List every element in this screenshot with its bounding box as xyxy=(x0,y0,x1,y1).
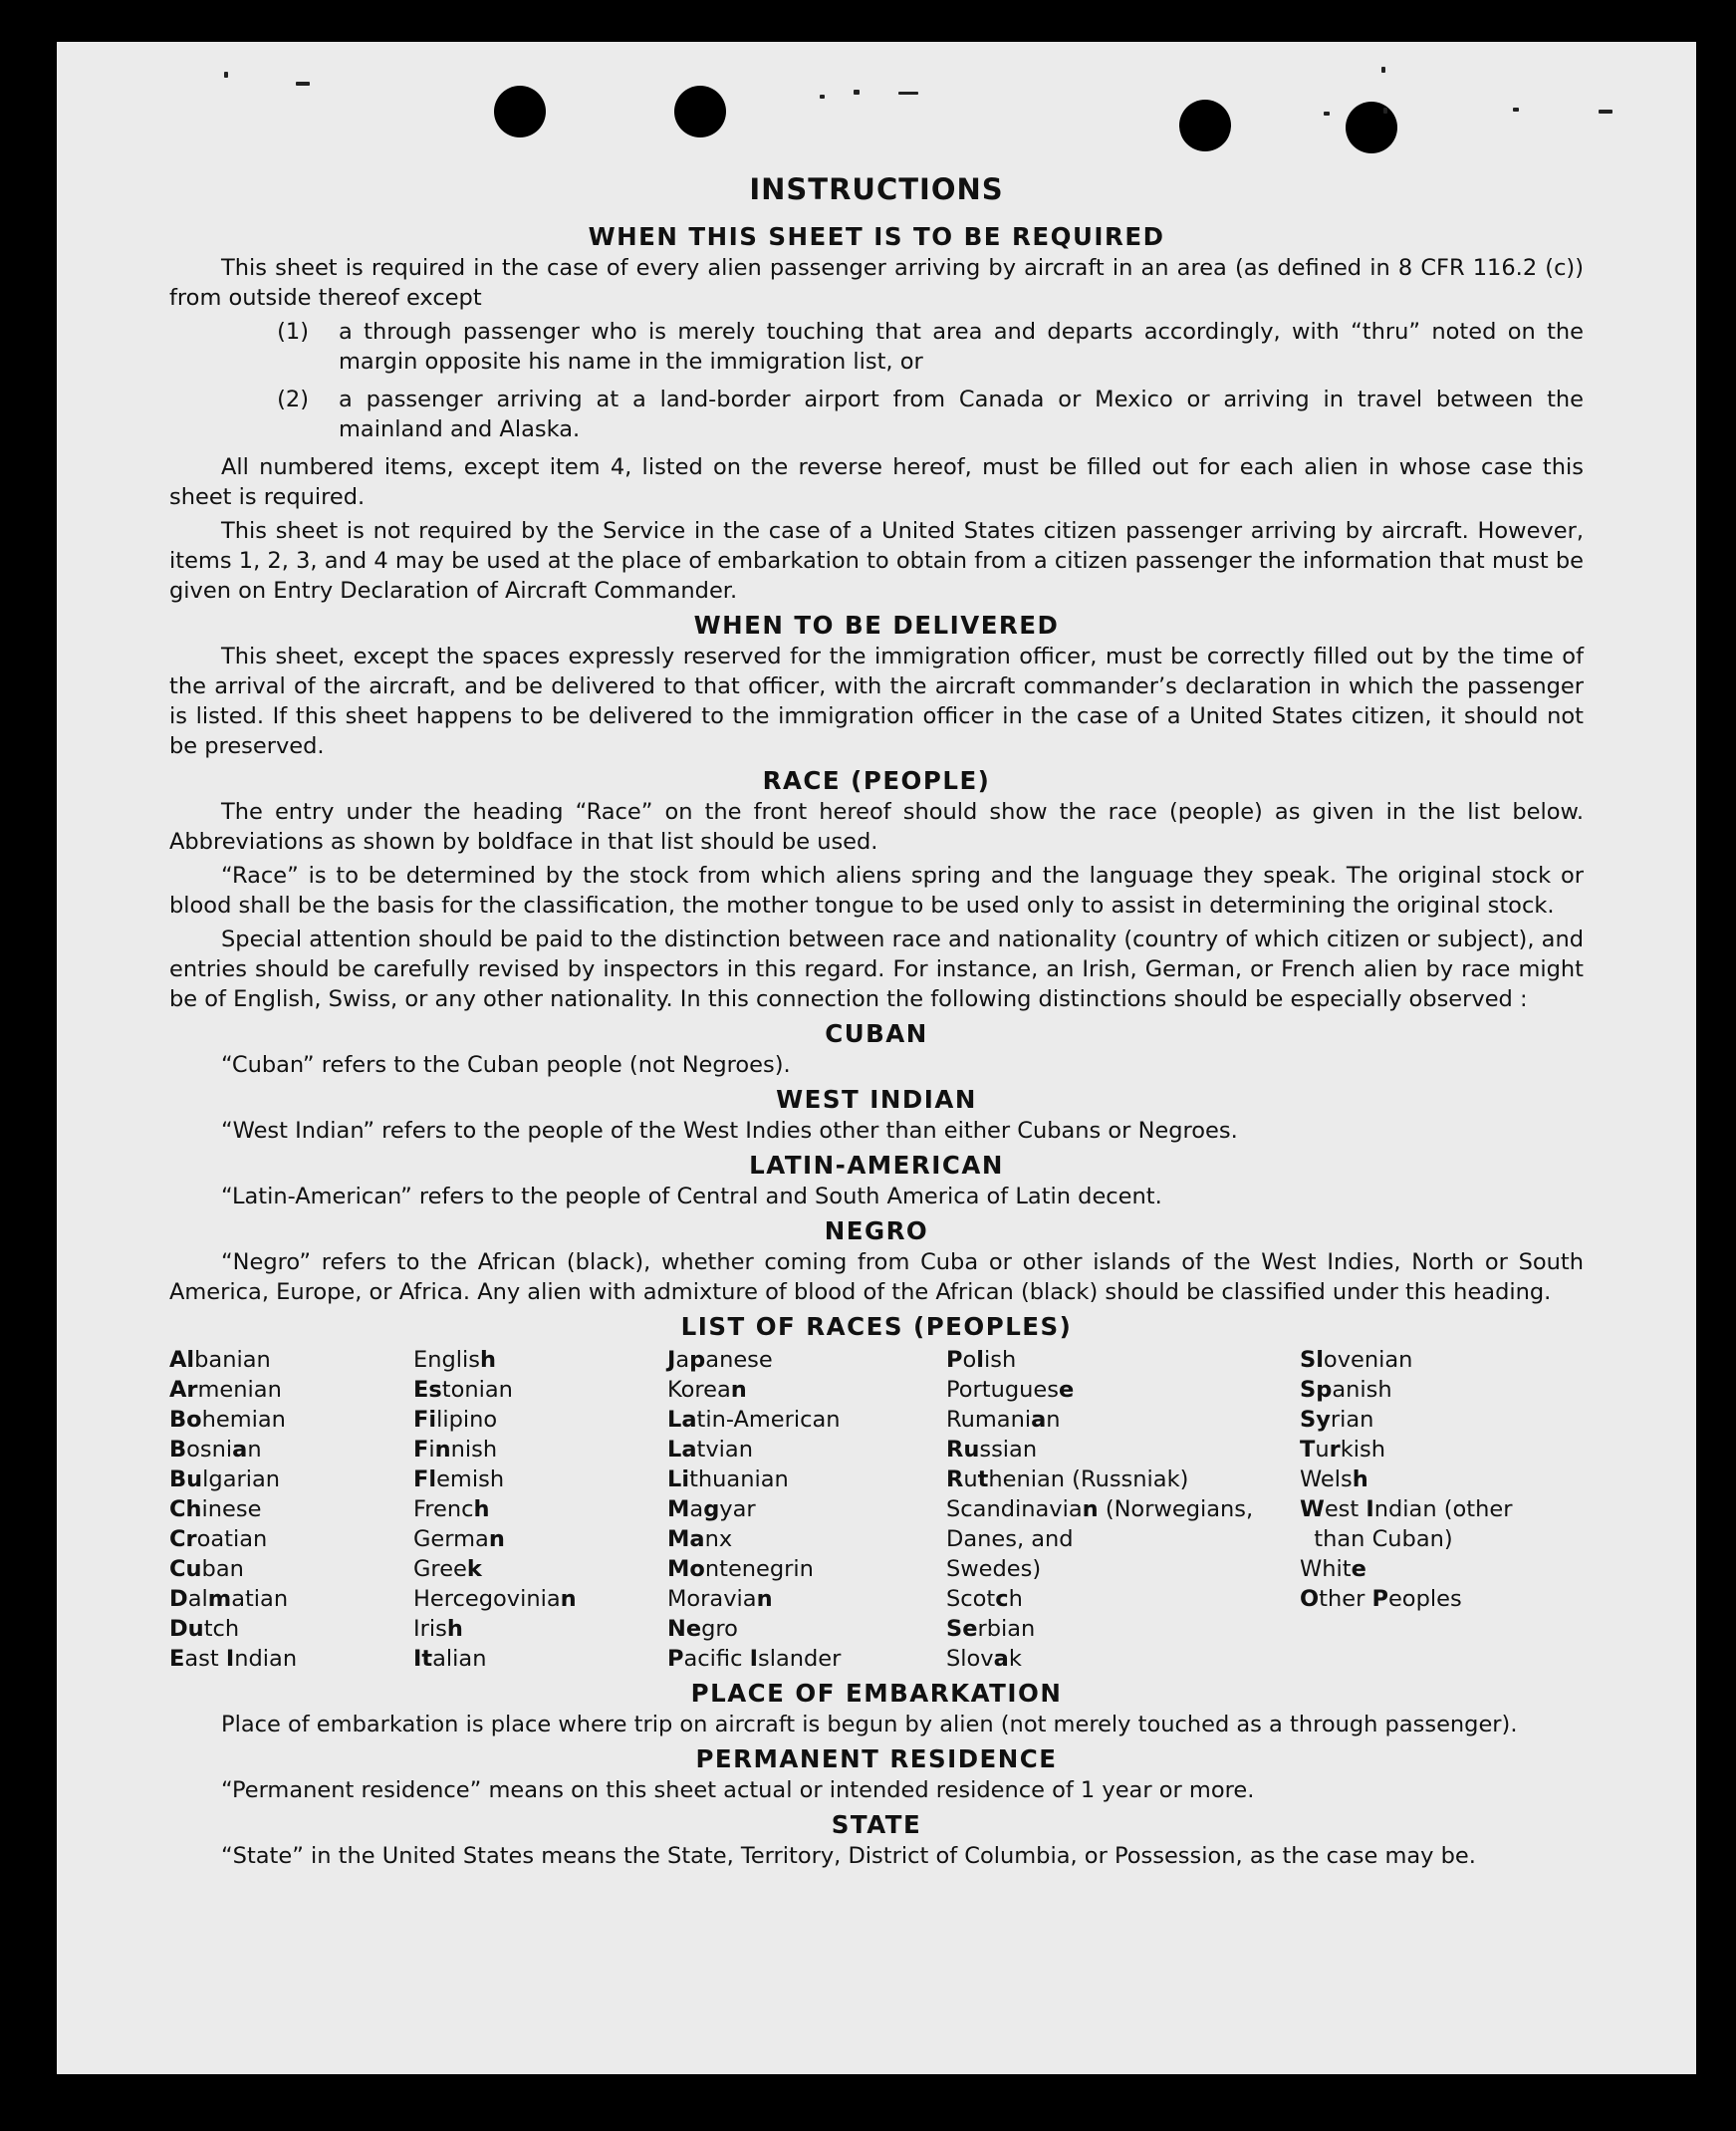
race-item: Turkish xyxy=(1300,1437,1385,1463)
heading-state: STATE xyxy=(831,1810,922,1839)
item-text: a through passenger who is merely touching that area and departs accordingly, with “thru” noted on the margin opposite his name in the immigration list, or xyxy=(339,319,1584,375)
section-race xyxy=(169,765,1584,1014)
when-required-para-3: This sheet is not required by the Service in the case of a United States citizen passenger arriving by aircraft. However, items 1, 2, 3, and 4 may be used at the place of embarkation to obtain from a citizen passenger the information that must be given on Entry Declaration of Aircraft Commander. xyxy=(169,518,1584,604)
race-item: Bosnian xyxy=(169,1437,262,1463)
state-text: “State” in the United States means the State, Territory, District of Columbia, or Possession, as the case may be. xyxy=(221,1843,1476,1869)
race-item: Ruthenian (Russniak) xyxy=(946,1466,1189,1492)
document-page xyxy=(57,42,1696,2074)
speck xyxy=(1383,108,1387,114)
race-item: Armenian xyxy=(169,1377,282,1403)
race-item: Welsh xyxy=(1300,1466,1368,1492)
section-list-of-races xyxy=(169,1311,1584,1674)
heading-when-required: WHEN THIS SHEET IS TO BE REQUIRED xyxy=(588,222,1165,251)
section-when-required xyxy=(169,221,1584,606)
section-embarkation xyxy=(169,1678,1584,1739)
race-item: Albanian xyxy=(169,1347,271,1373)
race-item: Swedes) xyxy=(946,1556,1042,1582)
race-para-3: Special attention should be paid to the distinction between race and nationality (country of which citizen or subject), and entries should be carefully revised by inspectors in this regard. For instance, an Irish, German, or French alien by race might be of English, Swiss, or any other nationality. In this connection the following distinctions should be especially observed : xyxy=(169,927,1584,1012)
speck xyxy=(1599,110,1612,114)
race-item: Russian xyxy=(946,1437,1038,1463)
when-required-intro: This sheet is required in the case of every alien passenger arriving by aircraft in an area (as defined in 8 CFR 116.2 (c)) from outside thereof except xyxy=(169,255,1584,311)
race-item: Other Peoples xyxy=(1300,1586,1462,1612)
punch-hole xyxy=(494,86,546,137)
heading-list-of-races: LIST OF RACES (PEOPLES) xyxy=(680,1312,1073,1341)
race-item: Rumanian xyxy=(946,1407,1061,1433)
page-title: INSTRUCTIONS xyxy=(749,172,1004,206)
heading-cuban: CUBAN xyxy=(825,1019,928,1048)
speck xyxy=(1513,108,1519,112)
race-item: Bulgarian xyxy=(169,1466,281,1492)
race-item: Magyar xyxy=(667,1496,756,1522)
race-item: Danes, and xyxy=(946,1526,1074,1552)
west-indian-text: “West Indian” refers to the people of the West Indies other than either Cubans or Negroes. xyxy=(221,1118,1238,1144)
race-item: Korean xyxy=(667,1377,747,1403)
race-item: Slovak xyxy=(946,1646,1022,1672)
race-item: Serbian xyxy=(946,1616,1036,1642)
race-item: Scotch xyxy=(946,1586,1023,1612)
race-item: Japanese xyxy=(667,1347,773,1373)
section-negro xyxy=(169,1215,1584,1307)
race-item: Irish xyxy=(413,1616,463,1642)
race-item: White xyxy=(1300,1556,1366,1582)
race-item: Italian xyxy=(413,1646,487,1672)
race-item: Cuban xyxy=(169,1556,244,1582)
race-item: Syrian xyxy=(1300,1407,1374,1433)
race-item: Montenegrin xyxy=(667,1556,814,1582)
race-item: Hercegovinian xyxy=(413,1586,577,1612)
race-item: German xyxy=(413,1526,505,1552)
section-latin-american xyxy=(169,1150,1584,1211)
latin-american-text: “Latin-American” refers to the people of Central and South America of Latin decent. xyxy=(221,1184,1162,1209)
race-item: English xyxy=(413,1347,497,1373)
section-residence xyxy=(169,1743,1584,1805)
item-number: (1) xyxy=(277,319,309,345)
race-item: Filipino xyxy=(413,1407,498,1433)
heading-residence: PERMANENT RESIDENCE xyxy=(695,1744,1058,1773)
races-column xyxy=(946,1345,1300,1674)
race-item: Chinese xyxy=(169,1496,262,1522)
numbered-item xyxy=(169,317,1584,377)
race-item: Latvian xyxy=(667,1437,753,1463)
race-para-1: The entry under the heading “Race” on the front hereof should show the race (people) as given in the list below. Abbreviations as shown by boldface in that list should be used. xyxy=(169,799,1584,855)
cuban-text: “Cuban” refers to the Cuban people (not Negroes). xyxy=(221,1052,791,1078)
race-item: Finnish xyxy=(413,1437,498,1463)
heading-embarkation: PLACE OF EMBARKATION xyxy=(690,1679,1063,1708)
race-item: French xyxy=(413,1496,490,1522)
race-item: West Indian (other xyxy=(1300,1496,1513,1522)
heading-latin-american: LATIN-AMERICAN xyxy=(749,1151,1004,1180)
negro-text: “Negro” refers to the African (black), whether coming from Cuba or other islands of the West Indies, North or South America, Europe, or Africa. Any alien with admixture of blood of the African (black) should be classified under this heading. xyxy=(169,1249,1584,1305)
speck xyxy=(1381,67,1385,73)
races-column xyxy=(1300,1345,1569,1674)
race-item: East Indian xyxy=(169,1646,298,1672)
when-delivered-text: This sheet, except the spaces expressly reserved for the immigration officer, must be correctly filled out by the time of the arrival of the aircraft, and be delivered to that officer, with the aircraft commander’s declaration in which the passenger is listed. If this sheet happens to be delivered to the immigration officer in the case of a United States citizen, it should not be preserved. xyxy=(169,644,1584,759)
race-item: Manx xyxy=(667,1526,733,1552)
race-item: Greek xyxy=(413,1556,482,1582)
race-item: Bohemian xyxy=(169,1407,286,1433)
race-item: Dalmatian xyxy=(169,1586,289,1612)
speck xyxy=(898,92,918,95)
races-column xyxy=(413,1345,667,1674)
race-para-2: “Race” is to be determined by the stock from which aliens spring and the language they speak. The original stock or blood shall be the basis for the classification, the mother tongue to be used only to assist in determining the original stock. xyxy=(169,863,1584,919)
speck xyxy=(1324,112,1330,116)
punch-hole xyxy=(674,86,726,137)
numbered-item xyxy=(169,385,1584,444)
race-item: Negro xyxy=(667,1616,738,1642)
residence-text: “Permanent residence” means on this sheet actual or intended residence of 1 year or more. xyxy=(221,1777,1255,1803)
race-item: Moravian xyxy=(667,1586,773,1612)
races-column xyxy=(169,1345,413,1674)
race-item: Estonian xyxy=(413,1377,513,1403)
section-when-delivered xyxy=(169,610,1584,761)
section-cuban xyxy=(169,1018,1584,1080)
punch-hole xyxy=(1179,100,1231,151)
heading-when-delivered: WHEN TO BE DELIVERED xyxy=(693,611,1060,640)
heading-west-indian: WEST INDIAN xyxy=(776,1085,977,1114)
item-text: a passenger arriving at a land-border airport from Canada or Mexico or arriving in travel between the mainland and Alaska. xyxy=(339,387,1584,442)
race-item: Latin-American xyxy=(667,1407,841,1433)
race-item: Croatian xyxy=(169,1526,268,1552)
instructions-content xyxy=(169,171,1584,1875)
race-item: Portuguese xyxy=(946,1377,1075,1403)
speck xyxy=(854,90,860,95)
embarkation-text: Place of embarkation is place where trip on aircraft is begun by alien (not merely touched as a through passenger). xyxy=(221,1712,1518,1737)
heading-race: RACE (PEOPLE) xyxy=(762,766,991,795)
races-column xyxy=(667,1345,946,1674)
race-item: Lithuanian xyxy=(667,1466,789,1492)
races-list xyxy=(169,1345,1584,1674)
punch-hole xyxy=(1346,102,1397,153)
when-required-para-2: All numbered items, except item 4, listed on the reverse hereof, must be filled out for each alien in whose case this sheet is required. xyxy=(169,454,1584,510)
race-item: Polish xyxy=(946,1347,1017,1373)
race-item: Spanish xyxy=(1300,1377,1392,1403)
section-state xyxy=(169,1809,1584,1871)
race-item: Pacific Islander xyxy=(667,1646,842,1672)
race-item: Dutch xyxy=(169,1616,240,1642)
item-number: (2) xyxy=(277,387,309,412)
race-item: than Cuban) xyxy=(1300,1526,1453,1552)
heading-negro: NEGRO xyxy=(824,1216,929,1245)
speck xyxy=(820,95,825,99)
section-west-indian xyxy=(169,1084,1584,1146)
race-item: Slovenian xyxy=(1300,1347,1413,1373)
speck xyxy=(224,72,228,78)
race-item: Scandinavian (Norwegians, xyxy=(946,1496,1254,1522)
race-item: Flemish xyxy=(413,1466,505,1492)
speck xyxy=(296,82,310,86)
